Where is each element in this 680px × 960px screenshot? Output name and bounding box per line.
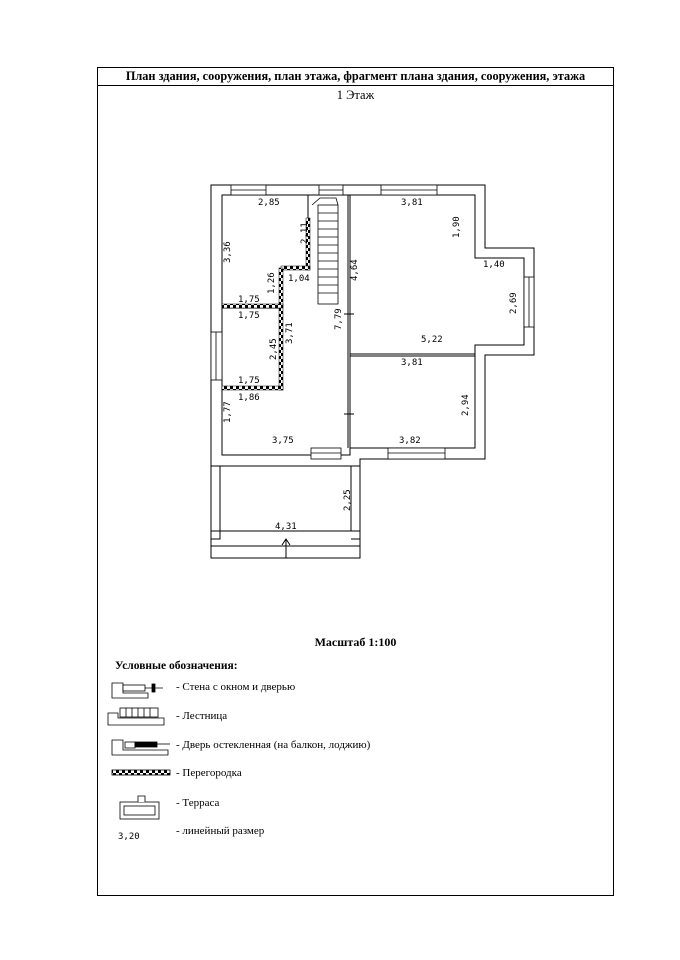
dim-1-90: 1,90 bbox=[452, 216, 462, 238]
dim-3-81-top: 3,81 bbox=[401, 198, 423, 208]
legend-symbols bbox=[108, 683, 170, 819]
dim-1-04: 1,04 bbox=[288, 274, 310, 284]
dim-3-75: 3,75 bbox=[272, 436, 294, 446]
dim-1-75-b: 1,75 bbox=[238, 311, 260, 321]
window-bay bbox=[524, 277, 534, 327]
dim-1-40: 1,40 bbox=[483, 260, 505, 270]
legend-item-linear-dimension: - линейный размер bbox=[176, 825, 265, 837]
staircase-frame bbox=[318, 205, 338, 304]
dim-5-22: 5,22 bbox=[421, 335, 443, 345]
dim-2-11: 2,11 bbox=[300, 222, 310, 244]
sheet-title: План здания, сооружения, план этажа, фрагмент плана здания, сооружения, этажа bbox=[98, 68, 613, 86]
window-top-1 bbox=[231, 185, 266, 195]
legend-sample-dimension: 3,20 bbox=[118, 832, 140, 842]
dim-1-75-a: 1,75 bbox=[238, 295, 260, 305]
staircase bbox=[312, 198, 338, 304]
inner-wall-outline bbox=[222, 195, 524, 455]
window-top-3 bbox=[381, 185, 437, 195]
legend-item-terrace: - Терраса bbox=[176, 797, 220, 809]
staircase-landing bbox=[312, 198, 338, 205]
legend-item-glazed-door: - Дверь остекленная (на балкон, лоджию) bbox=[176, 739, 371, 751]
legend-stair-symbol bbox=[108, 708, 164, 725]
outer-walls bbox=[211, 185, 534, 466]
window-left bbox=[211, 332, 222, 380]
legend-item-wall: - Стена с окном и дверью bbox=[176, 681, 296, 693]
dim-1-75-c: 1,75 bbox=[238, 376, 260, 386]
dim-1-86: 1,86 bbox=[238, 393, 260, 403]
partitions bbox=[222, 218, 310, 390]
dim-4-64: 4,64 bbox=[350, 259, 360, 281]
legend-terrace-symbol bbox=[120, 796, 159, 819]
legend-item-stairs: - Лестница bbox=[176, 710, 228, 722]
partition-closet-vertical bbox=[279, 268, 283, 390]
plan-sheet bbox=[97, 67, 614, 896]
dim-2-69: 2,69 bbox=[509, 292, 519, 314]
dim-2-45: 2,45 bbox=[269, 338, 279, 360]
partition-closet-bottom bbox=[222, 386, 283, 390]
windows bbox=[211, 185, 534, 459]
legend-title: Условные обозначения: bbox=[115, 660, 238, 672]
dim-3-71: 3,71 bbox=[285, 322, 295, 344]
legend-item-partition: - Перегородка bbox=[176, 767, 242, 779]
interior-walls bbox=[222, 195, 475, 448]
partition-stair-horizontal bbox=[281, 266, 310, 270]
window-top-2 bbox=[319, 185, 343, 195]
dim-7-79: 7,79 bbox=[334, 308, 344, 330]
dim-1-77: 1,77 bbox=[223, 401, 233, 423]
window-bottom-2 bbox=[388, 448, 445, 459]
dim-3-36: 3,36 bbox=[223, 241, 233, 263]
dim-2-85: 2,85 bbox=[258, 198, 280, 208]
scale-label: Масштаб 1:100 bbox=[314, 635, 397, 649]
terrace-corner-left bbox=[211, 531, 220, 539]
dim-3-81-mid: 3,81 bbox=[401, 358, 423, 368]
dim-3-82: 3,82 bbox=[399, 436, 421, 446]
dim-4-31: 4,31 bbox=[275, 522, 297, 532]
dim-2-94: 2,94 bbox=[461, 394, 471, 416]
outer-wall-outline bbox=[211, 185, 534, 466]
terrace-corner-right bbox=[351, 531, 360, 539]
dim-2-25: 2,25 bbox=[343, 489, 353, 511]
legend-partition-symbol bbox=[112, 770, 170, 775]
legend-wall-symbol bbox=[112, 683, 163, 698]
legend-glazed-door-symbol bbox=[112, 740, 170, 755]
terrace bbox=[211, 466, 360, 558]
dim-1-26: 1,26 bbox=[267, 272, 277, 294]
floor-label: 1 Этаж bbox=[336, 88, 375, 102]
window-bottom-1 bbox=[311, 448, 341, 459]
